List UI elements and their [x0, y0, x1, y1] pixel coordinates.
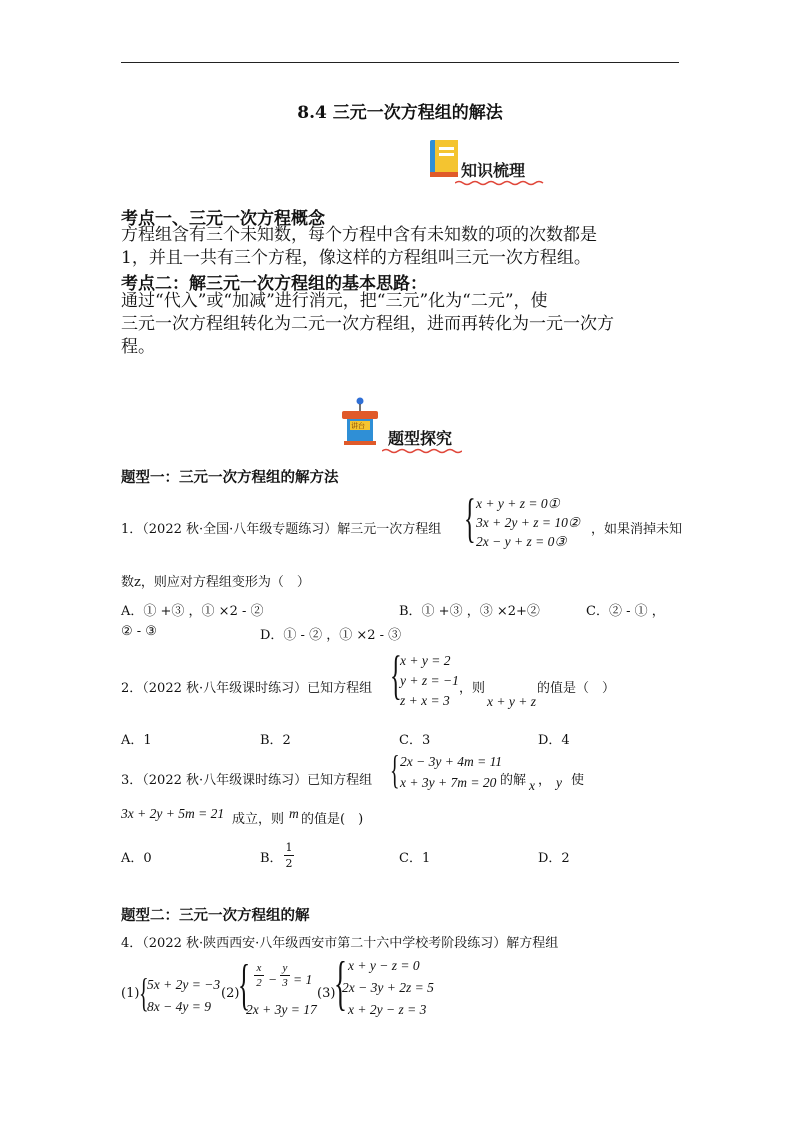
fraction-bar [284, 855, 294, 856]
point2-text-line3: 程。 [121, 337, 155, 357]
q3-option-c[interactable]: C．1 [399, 851, 431, 866]
wavy-underline [455, 180, 545, 186]
q1-eq3: 2x − y + z = 0③ [476, 534, 567, 549]
book-icon [427, 138, 463, 180]
q1-option-c-cont[interactable]: ② - ③ [121, 624, 157, 639]
q4-lead: 4．（2022 秋·陕西西安·八年级西安市第二十六中学校考阶段练习）解方程组 [121, 936, 559, 951]
point1-text-line1: 方程组含有三个未知数，每个方程中含有未知数的项的次数都是 [121, 225, 597, 245]
q1-lead: 1．（2022 秋·全国·八年级专题练习）解三元一次方程组 [121, 522, 442, 537]
podium-icon-text: 讲台 [351, 422, 365, 430]
fraction-numerator: 1 [285, 841, 293, 854]
fraction-numerator: x [256, 962, 262, 974]
q3-var-m: m [289, 806, 299, 821]
q4-part3-eq2: 2x − 3y + 2z = 5 [342, 980, 434, 995]
wavy-underline [382, 448, 462, 454]
q1-option-c[interactable]: C．② - ① ， [586, 604, 665, 619]
q4-part2-eq2: 2x + 3y = 17 [246, 1002, 317, 1017]
q2-equation-system: { x + y = 2 y + z = −1 z + x = 3 [390, 645, 459, 708]
fraction-bar [254, 975, 264, 976]
q3-eq2: x + 3y + 7m = 20 [400, 775, 497, 790]
q2-eq3: z + x = 3 [400, 693, 450, 708]
q1-option-a[interactable]: A．① +③ ，① ×2 - ② [121, 604, 264, 619]
q4-part2-minus: − [268, 972, 278, 987]
q3-eq1: 2x − 3y + 4m = 11 [400, 754, 503, 769]
q2-mid: ，则 [459, 681, 486, 696]
q2-expression: x + y + z [487, 694, 536, 709]
q2-option-a[interactable]: A．1 [121, 733, 152, 748]
q3-var-x: x [529, 778, 535, 793]
type1-title: 题型一：三元一次方程组的解方法 [121, 470, 339, 486]
knowledge-banner [425, 138, 555, 188]
q3-lead: 3．（2022 秋·八年级课时练习）已知方程组 [121, 773, 373, 788]
q3-option-d[interactable]: D．2 [538, 851, 570, 866]
point1-title: 考点一、三元一次方程概念 [121, 209, 325, 229]
q1-option-d[interactable]: D．① - ② ，① ×2 - ③ [260, 628, 402, 643]
fraction-denominator: 3 [282, 977, 288, 989]
q4-part2-label: (2) [221, 986, 240, 1001]
q4-part2-frac-x [254, 962, 264, 989]
q4-part1-system: { 5x + 2y = −3 8x − 4y = 9 [139, 970, 221, 1015]
q4-part2-system: { x 2 − y 3 = 1 2x + 3y = 17 [238, 954, 317, 1017]
fraction-numerator: y [282, 962, 288, 974]
q4-part1-eq1: 5x + 2y = −3 [147, 977, 221, 992]
q4-part3-system: { x + y − z = 0 2x − 3y + 2z = 5 x + 2y − z = 3 [334, 950, 434, 1017]
page-title: 8.4 三元一次方程组的解法 [297, 103, 503, 123]
q3-comma: ， [538, 773, 552, 788]
q2-tail: 的值是（ ） [537, 681, 616, 696]
header-rule [121, 62, 679, 63]
q3-condition-eq: 3x + 2y + 5m = 21 [121, 806, 225, 821]
q2-option-b[interactable]: B．2 [260, 733, 291, 748]
q4-part2-frac-y [280, 962, 290, 989]
q2-option-c[interactable]: C．3 [399, 733, 431, 748]
q3-option-b[interactable]: B． [260, 851, 283, 866]
fraction-denominator: 2 [256, 977, 262, 989]
q3-option-a[interactable]: A．0 [121, 851, 152, 866]
point2-title: 考点二：解三元一次方程组的基本思路： [121, 274, 427, 294]
q3-equation-system: { 2x − 3y + 4m = 11 x + 3y + 7m = 20 [390, 747, 503, 792]
q1-tail: ，如果消掉未知 [591, 522, 683, 537]
knowledge-banner-label: 知识梳理 [461, 161, 526, 180]
q3-line2-mid: 成立，则 [232, 812, 285, 827]
q2-lead: 2．（2022 秋·八年级课时练习）已知方程组 [121, 681, 373, 696]
q4-part3-label: (3) [317, 986, 336, 1001]
point2-text-line1: 通过“代入”或“加减”进行消元，把“三元”化为“二元”，使 [121, 291, 548, 311]
type2-title: 题型二：三元一次方程组的解 [121, 908, 310, 924]
q4-part1-label: (1) [121, 986, 140, 1001]
q3-var-y: y [556, 775, 562, 790]
q1-equation-system: { x + y + z = 0① 3x + 2y + z = 10② 2x − y + z = 0③ [464, 488, 580, 549]
q2-eq1: x + y = 2 [400, 653, 451, 668]
q2-eq2: y + z = −1 [400, 673, 459, 688]
q4-part2-eq1-rhs: = 1 [293, 972, 313, 987]
q1-option-b[interactable]: B．① +③ ，③ ×2+② [399, 604, 540, 619]
q1-eq1: x + y + z = 0① [476, 496, 560, 511]
q2-option-d[interactable]: D．4 [538, 733, 570, 748]
fraction-denominator: 2 [285, 857, 293, 870]
q4-part3-eq3: x + 2y − z = 3 [348, 1002, 427, 1017]
fraction-bar [280, 975, 290, 976]
types-banner-label: 题型探究 [388, 429, 453, 448]
types-banner [338, 396, 468, 452]
q1-line2: 数z，则应对方程组变形为（ ） [121, 575, 310, 590]
q3-mid: 的解 [500, 773, 527, 788]
q3-tail: 使 [571, 773, 585, 788]
q4-part3-eq1: x + y − z = 0 [348, 958, 420, 973]
q1-eq2: 3x + 2y + z = 10② [476, 515, 580, 530]
q3-line2-tail: 的值是( ) [301, 812, 364, 827]
point2-text-line2: 三元一次方程组转化为二元一次方程组，进而再转化为一元一次方 [121, 314, 614, 334]
q4-part1-eq2: 8x − 4y = 9 [147, 999, 211, 1014]
point1-text-line2: 1，并且一共有三个方程，像这样的方程组叫三元一次方程组。 [121, 248, 591, 268]
q3-option-b-fraction [284, 841, 294, 870]
